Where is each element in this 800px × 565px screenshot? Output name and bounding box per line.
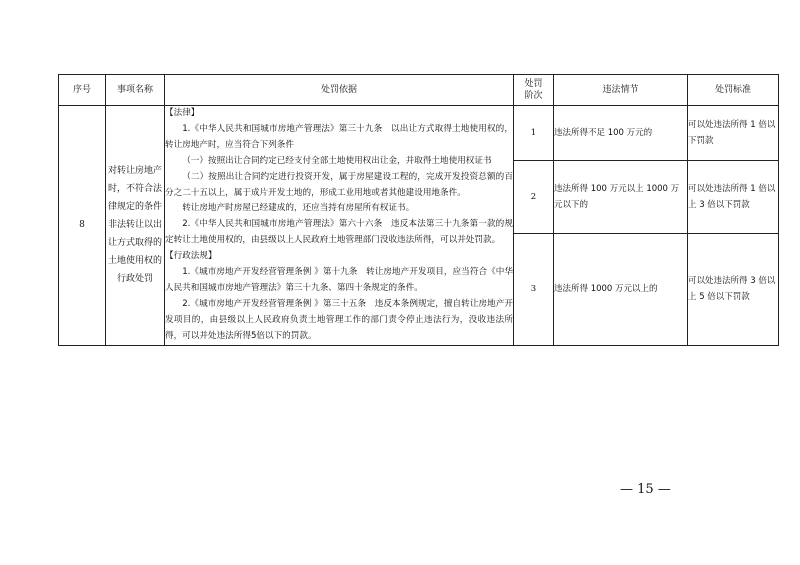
header-serial-no: 序号 — [59, 75, 106, 106]
page-number: — 15 — — [620, 482, 671, 497]
level-3-standard: 可以处违法所得 3 倍以上 5 倍以下罚款 — [688, 234, 779, 346]
basis-paragraph: （二）按照出让合同约定进行投资开发，属于房屋建设工程的，完成开发投资总额的百分之二十五以上，属于成片开发土地的，形成工业用地或者其他建设用地条件。 — [165, 171, 513, 198]
row-penalty-basis — [165, 106, 514, 346]
level-1-times: 1 — [514, 106, 554, 161]
basis-paragraph: 2.《城市房地产开发经营管理条例 》第三十五条 违反本条例规定，擅自转让房地产开发项目的，由县级以上人民政府负责土地管理工作的部门责令停止违法行为，没收违法所得，可以并处违法所得5倍以下的罚款。 — [165, 298, 513, 341]
basis-regulation-heading: 【行政法规】 — [165, 251, 217, 262]
penalty-table — [58, 74, 779, 346]
header-penalty-basis: 处罚依据 — [165, 75, 514, 106]
header-item-name: 事项名称 — [106, 75, 165, 106]
basis-paragraph: 1.《城市房地产开发经营管理条例 》第十九条 转让房地产开发项目，应当符合《中华人民共和国城市房地产管理法》第三十九条、第四十条规定的条件。 — [165, 267, 513, 293]
level-1-standard: 可以处违法所得 1 倍以下罚款 — [688, 106, 779, 161]
header-circumstance: 违法情节 — [554, 75, 688, 106]
level-2-standard: 可以处违法所得 1 倍以上 3 倍以下罚款 — [688, 161, 779, 234]
header-penalty-standard: 处罚标准 — [688, 75, 779, 106]
basis-paragraph: 1.《中华人民共和国城市房地产管理法》第三十九条 以出让方式取得土地使用权的，转让房地产时，应当符合下列条件 — [165, 123, 513, 150]
table-header-row — [59, 75, 779, 106]
basis-paragraph: 2.《中华人民共和国城市房地产管理法》第六十六条 违反本法第三十九条第一款的规定转让土地使用权的，由县级以上人民政府土地管理部门没收违法所得，可以并处罚款。 — [165, 219, 513, 246]
basis-paragraph: 转让房地产时房屋已经建成的，还应当持有房屋所有权证书。 — [182, 203, 415, 214]
level-3-times: 3 — [514, 234, 554, 346]
level-2-times: 2 — [514, 161, 554, 234]
level-1-circumstance: 违法所得不足 100 万元的 — [554, 106, 688, 161]
row-serial-no: 8 — [59, 106, 106, 346]
table-row — [59, 106, 779, 161]
header-penalty-level: 处罚阶次 — [514, 75, 554, 106]
basis-law-heading: 【法律】 — [165, 108, 200, 118]
basis-paragraph: （一）按照出让合同约定已经支付全部土地使用权出让金，并取得土地使用权证书 — [182, 155, 492, 166]
level-2-circumstance: 违法所得 100 万元以上 1000 万元以下的 — [554, 161, 688, 234]
row-item-name: 对转让房地产时，不符合法律规定的条件非法转让以出让方式取得的土地使用权的行政处罚 — [106, 106, 165, 346]
level-3-circumstance: 违法所得 1000 万元以上的 — [554, 234, 688, 346]
